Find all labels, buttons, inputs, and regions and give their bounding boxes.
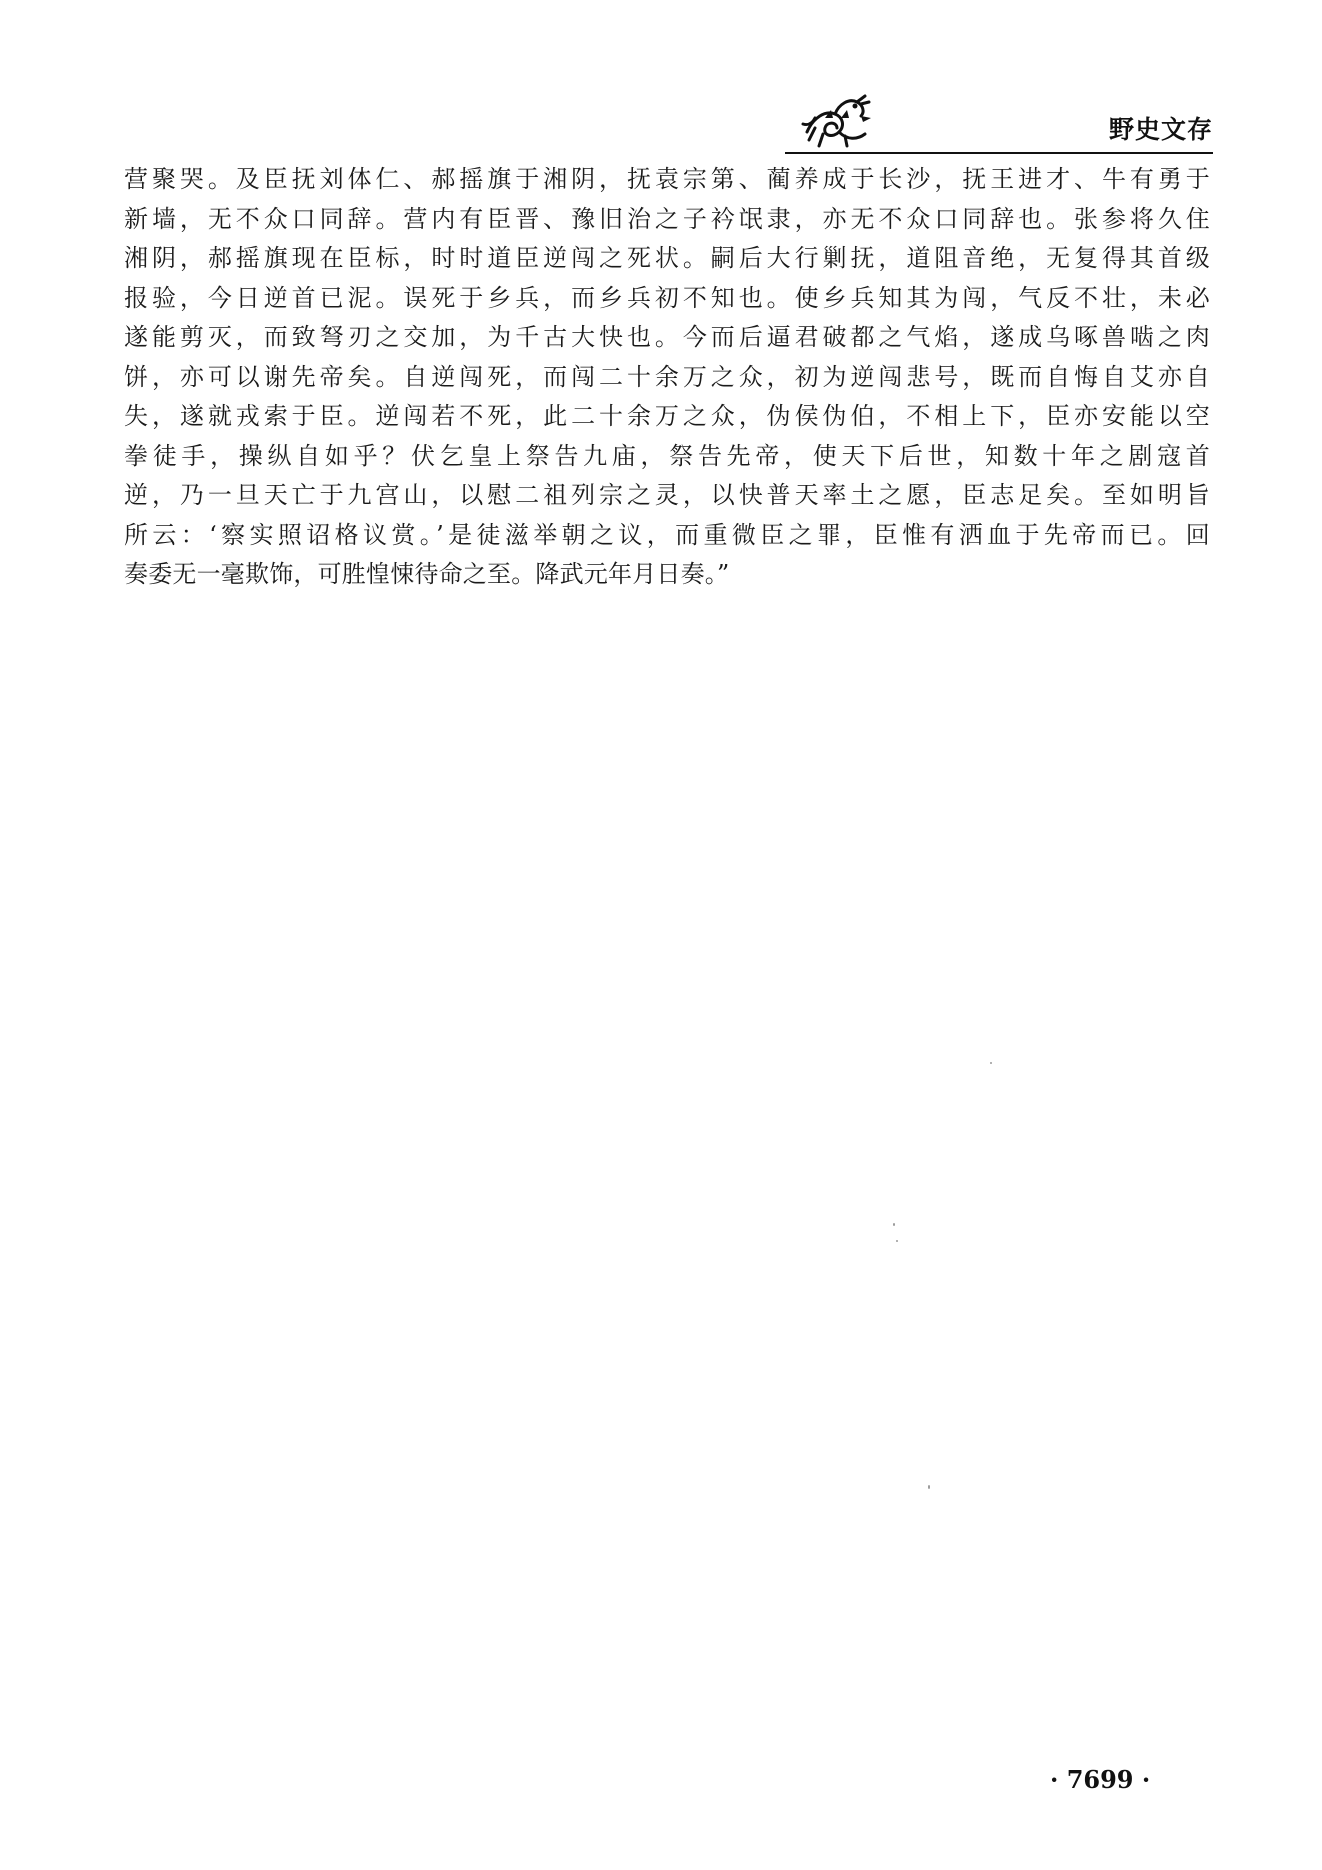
header-rule [785, 152, 1213, 154]
text-line-9: 逆，乃一旦天亡于九宫山，以慰二祖列宗之灵，以快普天率土之愿，臣志足矣。至如明旨 [124, 481, 1210, 509]
running-header-title: 野史文存 [1108, 115, 1213, 144]
text-line-8: 拳徒手，操纵自如乎？伏乞皇上祭告九庙，祭告先帝，使天下后世，知数十年之剧寇首 [124, 441, 1210, 470]
text-line-10: 所云：‘察实照诏格议赏。’是徒滋举朝之议，而重微臣之罪，臣惟有洒血于先帝而已。回 [124, 520, 1210, 549]
text-line-2: 新墙，无不众口同辞。营内有臣晋、豫旧治之子衿氓隶，亦无不众口同辞也。张参将久住 [124, 204, 1210, 233]
scan-speck [990, 1062, 992, 1064]
text-line-11: 奏委无一毫欺饰，可胜惶悚待命之至。降武元年月日奏。” [124, 560, 730, 588]
scan-speck [893, 1223, 895, 1226]
body-text [124, 160, 1210, 595]
scan-speck [928, 1485, 930, 1489]
dragon-emblem-icon [795, 88, 875, 150]
scan-speck [896, 1240, 898, 1242]
text-line-6: 饼，亦可以谢先帝矣。自逆闯死，而闯二十余万之众，初为逆闯悲号，既而自悔自艾亦自 [124, 362, 1210, 391]
text-line-5: 遂能剪灭，而致弩刃之交加，为千古大快也。今而后逼君破都之气焰，遂成乌啄兽啮之肉 [124, 323, 1210, 351]
text-line-4: 报验，今日逆首已泥。误死于乡兵，而乡兵初不知也。使乡兵知其为闯，气反不壮，未必 [124, 283, 1210, 312]
text-line-3: 湘阴，郝摇旗现在臣标，时时道臣逆闯之死状。嗣后大行剿抚，道阻音绝，无复得其首级 [124, 244, 1210, 272]
text-line-1: 营聚哭。及臣抚刘体仁、郝摇旗于湘阴，抚袁宗第、蔺养成于长沙，抚王进才、牛有勇于 [124, 165, 1210, 193]
page-number: · 7699 · [1050, 1765, 1151, 1794]
running-header [785, 88, 1213, 152]
text-line-7: 失，遂就戎索于臣。逆闯若不死，此二十余万之众，伪侯伪伯，不相上下，臣亦安能以空 [124, 402, 1210, 430]
